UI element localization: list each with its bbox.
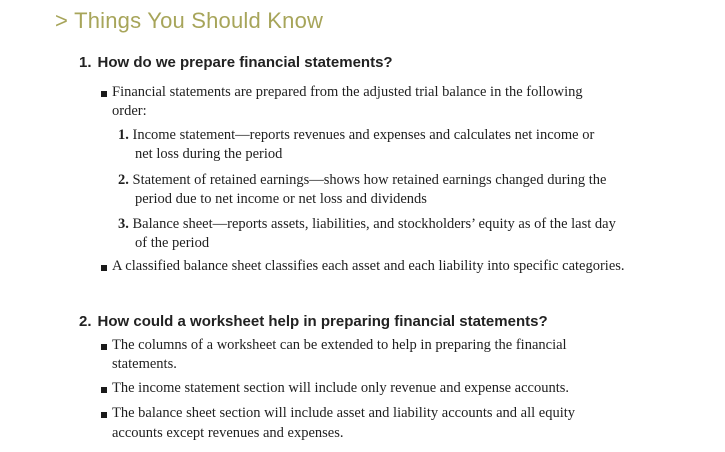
sub-item-number: 1. [118,127,129,143]
question-number: 2. [79,313,92,330]
list-item [118,215,616,233]
bullet-square-icon [101,91,107,97]
bullet-text: accounts except revenues and expenses. [112,425,344,441]
question-1-title [79,54,393,71]
bullet-text: A classified balance sheet classifies each asset and each liability into specific categories. [112,258,625,274]
section-title: Things You Should Know [74,8,324,33]
bullet-text: The columns of a worksheet can be extended to help in preparing the financial [112,337,567,353]
sub-item-text: of the period [135,235,210,251]
bullet-square-icon [101,344,107,350]
question-text: How do we prepare financial statements? [97,54,393,71]
section-header [55,8,323,34]
sub-item-text: period due to net income or net loss and dividends [135,191,427,207]
question-text: How could a worksheet help in preparing financial statements? [97,313,548,330]
bullet-square-icon [101,387,107,393]
bullet-text: statements. [112,356,177,372]
bullet-text: Financial statements are prepared from the adjusted trial balance in the following [112,84,583,100]
sub-item-text: net loss during the period [135,146,283,162]
question-number: 1. [79,54,92,71]
bullet-square-icon [101,265,107,271]
sub-item-text: Balance sheet—reports assets, liabilities, and stockholders’ equity as of the last day [132,216,616,232]
sub-item-text: Statement of retained earnings—shows how retained earnings changed during the [132,172,607,188]
chevron-right-icon: > [55,8,69,33]
sub-item-number: 3. [118,216,129,232]
question-2-title [79,313,548,330]
list-item [118,126,594,144]
bullet-text: order: [112,103,147,119]
bullet-text: The income statement section will include only revenue and expense accounts. [112,380,569,396]
list-item [118,171,606,189]
bullet-text: The balance sheet section will include asset and liability accounts and all equity [112,405,576,421]
sub-item-number: 2. [118,172,129,188]
bullet-square-icon [101,412,107,418]
sub-item-text: Income statement—reports revenues and expenses and calculates net income or [132,127,595,143]
